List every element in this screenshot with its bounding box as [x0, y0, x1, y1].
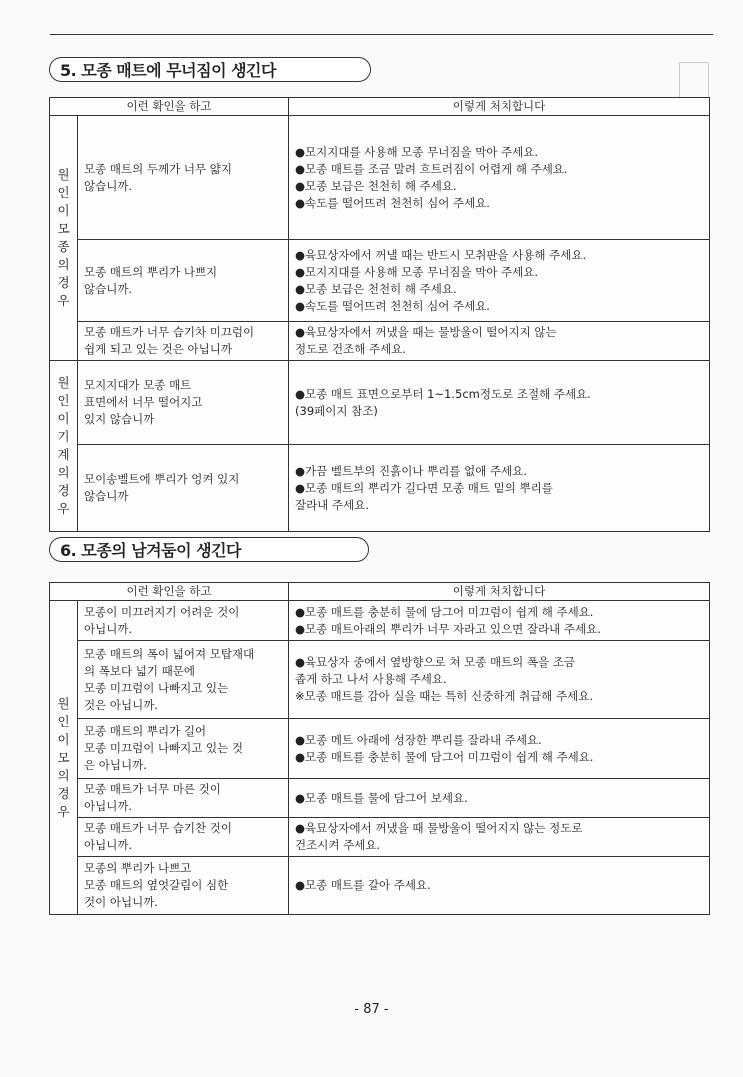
table-row	[50, 240, 710, 322]
header-check: 이런 확인을 하고	[50, 98, 289, 116]
solution-cell: ●모종 매트 표면으로부터 1~1.5cm정도로 조절해 주세요. (39페이지 참조)	[289, 361, 710, 445]
table-row	[50, 641, 710, 719]
table-header-row	[50, 583, 710, 601]
cause-cell: 모종 매트가 너무 마른 것이 아닙니까.	[78, 779, 289, 818]
table-row	[50, 857, 710, 915]
section5-title: 5. 모종 매트에 무너짐이 생긴다	[49, 57, 371, 82]
group-label-seedling: 원 인 이 모 종 의 경 우	[50, 116, 78, 361]
solution-cell: ●육묘상자에서 꺼냈을 때는 물방울이 떨어지지 않는 정도로 건조해 주세요.	[289, 322, 710, 361]
cause-cell: 모종 매트의 폭이 넓어져 모탑재대 의 폭보다 넓기 때문에 모종 미끄럼이 나빠지고 있는 것은 아닙니까.	[78, 641, 289, 719]
group-label-machine: 원 인 이 기 계 의 경 우	[50, 361, 78, 532]
header-action: 이렇게 처치합니다	[289, 583, 710, 601]
table-row	[50, 445, 710, 532]
header-check: 이런 확인을 하고	[50, 583, 289, 601]
cause-cell: 모종의 뿌리가 나쁘고 모종 매트의 옆엇갈림이 심한 것이 아닙니까.	[78, 857, 289, 915]
solution-cell: ●모지지대를 사용해 모종 무너짐을 막아 주세요. ●모종 매트를 조금 말려 흐트러짐이 어렵게 해 주세요. ●모종 보급은 천천히 해 주세요. ●속도를 떨어뜨려 천천히 심어 주세요.	[289, 116, 710, 240]
top-rule	[50, 34, 713, 35]
solution-cell: ●모종 매트를 갈아 주세요.	[289, 857, 710, 915]
section6-title: 6. 모종의 남겨둠이 생긴다	[49, 537, 369, 562]
cause-cell: 모종 매트의 두께가 너무 얇지 않습니까.	[78, 116, 289, 240]
table-row	[50, 322, 710, 361]
page-number: - 87 -	[354, 1002, 389, 1017]
cause-cell: 모종이 미끄러지기 어려운 것이 아닙니까.	[78, 601, 289, 641]
cause-cell: 모종 매트가 너무 습기차 미끄럼이 쉽게 되고 있는 것은 아닙니까	[78, 322, 289, 361]
table-header-row	[50, 98, 710, 116]
cause-cell: 모종 매트가 너무 습기찬 것이 아닙니까.	[78, 818, 289, 857]
table-row	[50, 361, 710, 445]
solution-cell: ●모종 매트를 물에 담그어 보세요.	[289, 779, 710, 818]
table-row	[50, 719, 710, 779]
section6-table	[49, 582, 710, 915]
solution-cell: ●모종 메트 아래에 성장한 뿌리를 잘라내 주세요. ●모종 매트를 충분히 물에 담그어 미끄럼이 쉽게 해 주세요.	[289, 719, 710, 779]
header-action: 이렇게 처치합니다	[289, 98, 710, 116]
solution-cell: ●육묘상자에서 꺼냈을 때 물방울이 떨어지지 않는 정도로 건조시켜 주세요.	[289, 818, 710, 857]
cause-cell: 모종 매트의 뿌리가 나쁘지 않습니까.	[78, 240, 289, 322]
cause-cell: 모지지대가 모종 매트 표면에서 너무 떨어지고 있지 않습니까	[78, 361, 289, 445]
solution-cell: ●가끔 벨트부의 진흙이나 뿌리를 없애 주세요. ●모종 매트의 뿌리가 길다면 모종 매트 밑의 뿌리를 잘라내 주세요.	[289, 445, 710, 532]
solution-cell: ●모종 매트를 충분히 물에 담그어 미끄럼이 쉽게 해 주세요. ●모종 매트아래의 뿌리가 너무 자라고 있으면 잘라내 주세요.	[289, 601, 710, 641]
solution-cell: ●육묘상자에서 꺼낼 때는 반드시 모취판을 사용해 주세요. ●모지지대를 사용해 모종 무너짐을 막아 주세요. ●모종 보급은 천천히 해 주세요. ●속도를 떨어뜨려 천천히 심어 주세요.	[289, 240, 710, 322]
section5-table	[49, 97, 710, 532]
table-row	[50, 818, 710, 857]
cause-cell: 모이송벨트에 뿌리가 엉켜 있지 않습니까	[78, 445, 289, 532]
table-row	[50, 601, 710, 641]
group-label-seedling: 원 인 이 모 의 경 우	[50, 601, 78, 915]
table-row	[50, 116, 710, 240]
table-row	[50, 779, 710, 818]
solution-cell: ●육묘상자 중에서 옆방향으로 쳐 모종 매트의 폭을 조금 좁게 하고 나서 사용해 주세요. ※모종 매트를 감아 실을 때는 특히 신중하게 취급해 주세요.	[289, 641, 710, 719]
cause-cell: 모종 매트의 뿌리가 길어 모종 미끄럼이 나빠지고 있는 것 은 아닙니까.	[78, 719, 289, 779]
